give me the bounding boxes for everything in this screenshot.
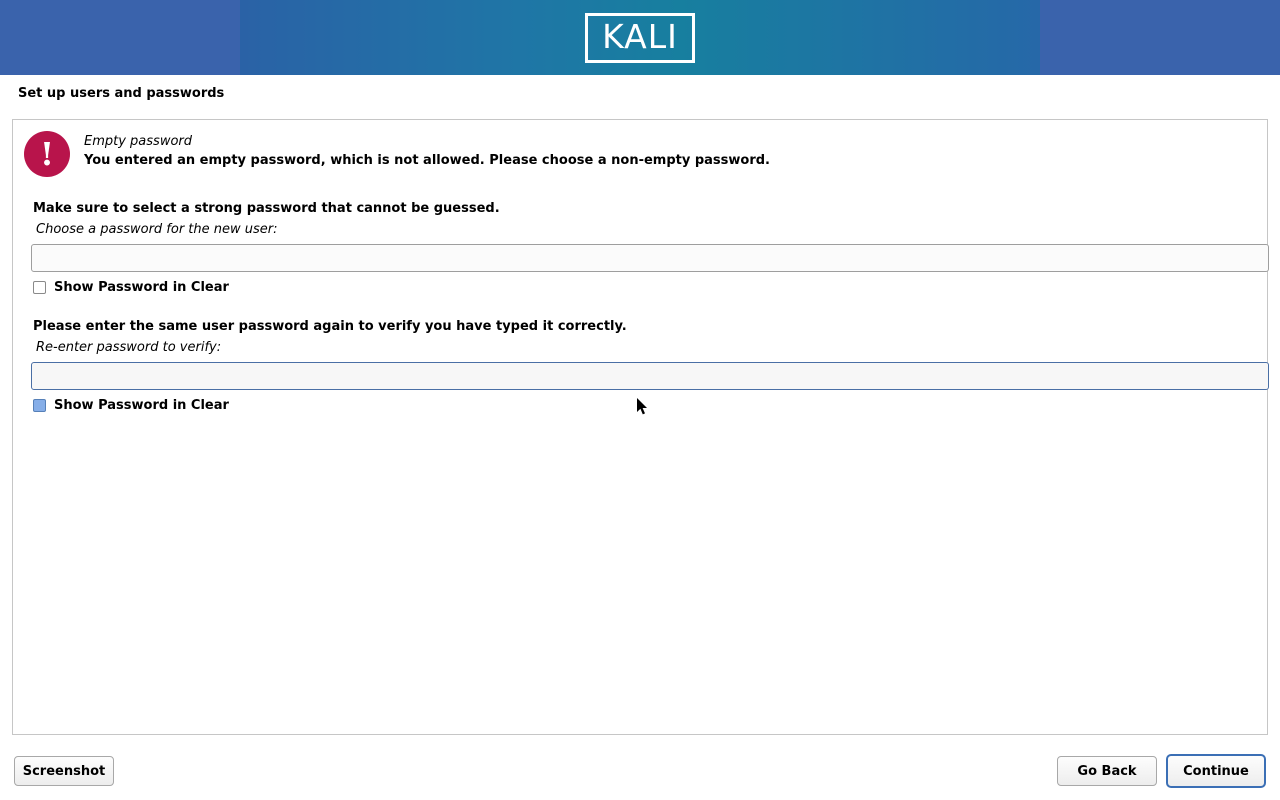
error-alert	[13, 120, 1267, 177]
show-password-checkbox-2[interactable]	[33, 399, 46, 412]
verify-password-input[interactable]	[31, 362, 1269, 390]
kali-logo	[0, 0, 1280, 75]
password-label: Choose a password for the new user:	[36, 222, 278, 237]
footer-bar	[0, 748, 1280, 800]
show-password-checkbox-1[interactable]	[33, 281, 46, 294]
kali-banner	[0, 0, 1280, 75]
error-text-block	[70, 131, 770, 168]
kali-logo-text: KALI	[585, 13, 695, 63]
main-panel	[12, 119, 1268, 735]
password-input[interactable]	[31, 244, 1269, 272]
password-form	[13, 201, 1267, 413]
verify-hint: Please enter the same user password again to verify you have typed it correctly.	[33, 319, 627, 334]
show-password-label-2: Show Password in Clear	[54, 398, 229, 413]
go-back-button[interactable]: Go Back	[1057, 756, 1157, 786]
exclamation-icon: !	[24, 131, 70, 177]
show-password-row-1[interactable]	[33, 280, 1258, 295]
continue-button[interactable]: Continue	[1166, 754, 1266, 788]
show-password-row-2[interactable]	[33, 398, 1258, 413]
show-password-label-1: Show Password in Clear	[54, 280, 229, 295]
password-strength-hint: Make sure to select a strong password that cannot be guessed.	[33, 201, 500, 216]
screenshot-button[interactable]: Screenshot	[14, 756, 114, 786]
error-message: You entered an empty password, which is not allowed. Please choose a non-empty password.	[84, 153, 770, 168]
page-title: Set up users and passwords	[18, 86, 225, 101]
error-title: Empty password	[84, 134, 192, 149]
verify-label: Re-enter password to verify:	[36, 340, 222, 355]
